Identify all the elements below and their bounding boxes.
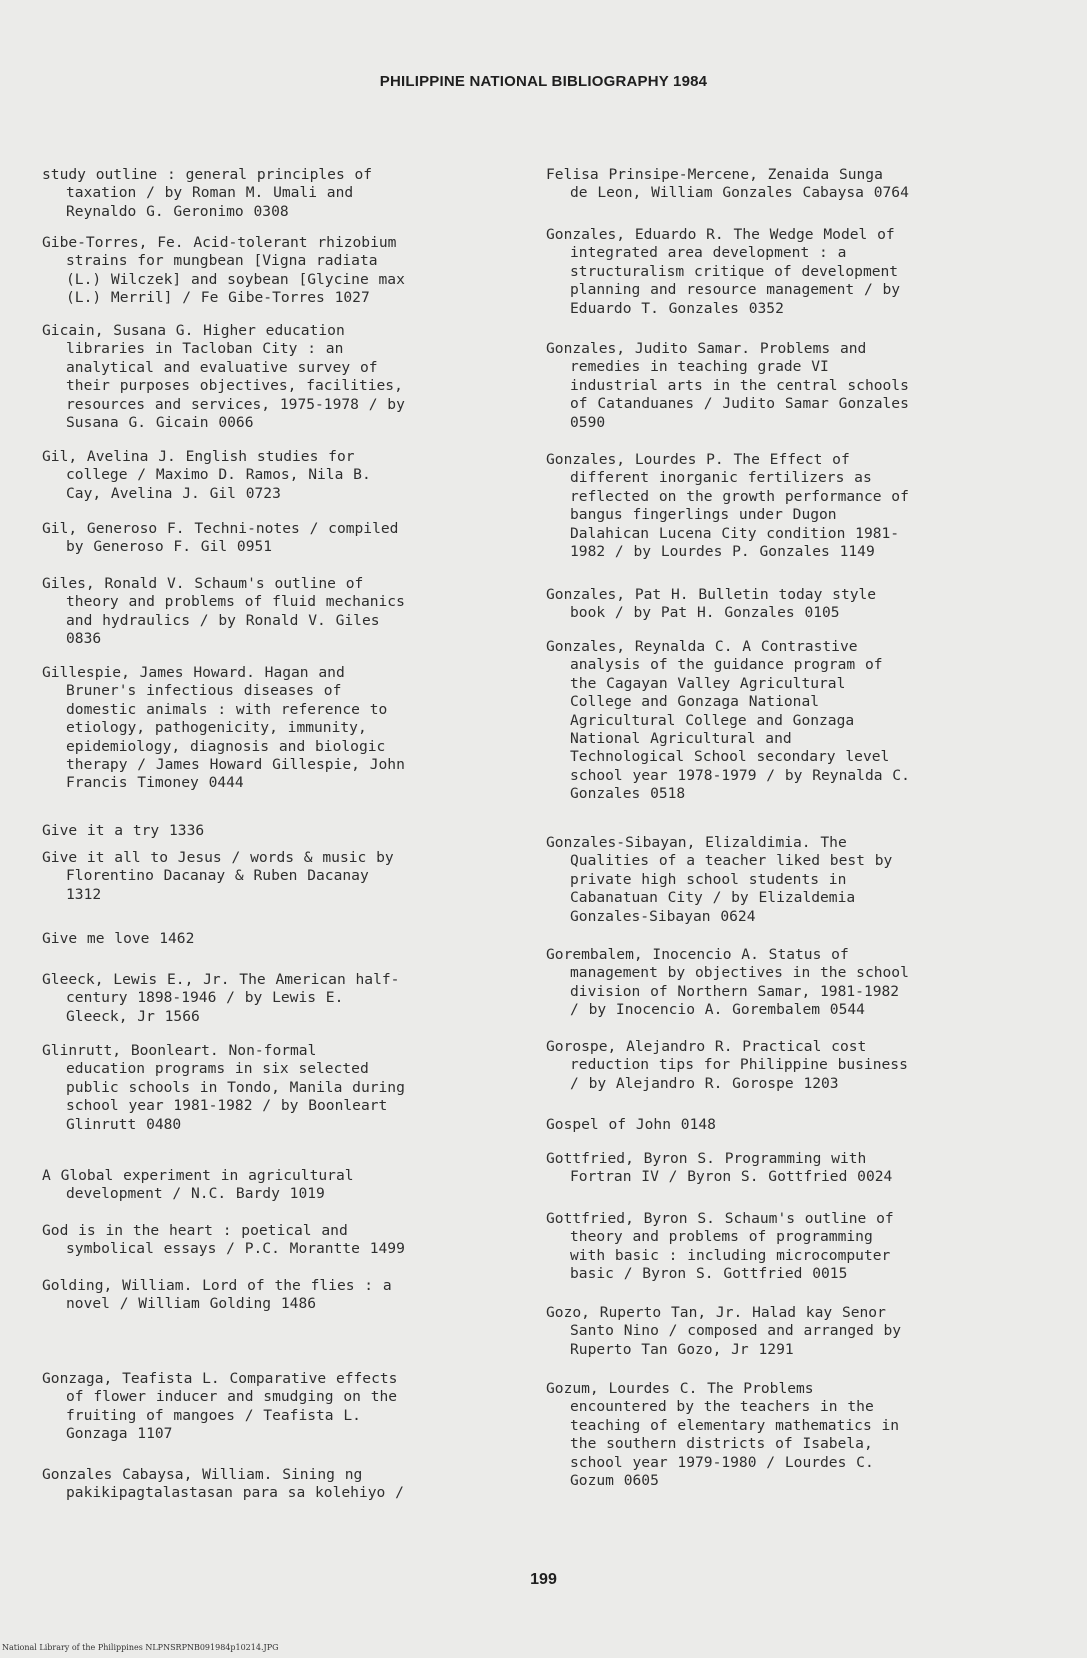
- bibliography-entry: Gonzaga, Teafista L. Comparative effects of flower inducer and smudging on the fruiting of mangoes / Teafista L. Gonzaga 1107: [42, 1370, 398, 1443]
- bibliography-entry: Gil, Generoso F. Techni-notes / compiled by Generoso F. Gil 0951: [42, 520, 399, 556]
- bibliography-entry: Gonzales, Judito Samar. Problems and remedies in teaching grade VI industrial arts in the central schools of Catanduanes / Judito Samar Gonzales 0590: [546, 340, 909, 431]
- bibliography-entry: Gonzales, Reynalda C. A Contrastive analysis of the guidance program of the Cagayan Valley Agricultural College and Gonzaga National Agricultural College and Gonzaga National Agricultural and Technological School secondary level school year 1978-1979 / by Reynalda C. Gonzales 0518: [546, 638, 910, 803]
- bibliography-entry: Give it a try 1336: [42, 822, 205, 839]
- bibliography-entry: Gonzales Cabaysa, William. Sining ng pakikipagtalastasan para sa kolehiyo /: [42, 1466, 404, 1502]
- bibliography-entry: Gottfried, Byron S. Schaum's outline of theory and problems of programming with basic : including microcomputer basic / Byron S. Gottfried 0015: [546, 1210, 894, 1283]
- bibliography-entry: Gibe-Torres, Fe. Acid-tolerant rhizobium strains for mungbean [Vigna radiata (L.) Wilczek] and soybean [Glycine max (L.) Merril] / Fe Gibe-Torres 1027: [42, 234, 405, 307]
- bibliography-entry: Give it all to Jesus / words & music by Florentino Dacanay & Ruben Dacanay 1312: [42, 849, 394, 903]
- bibliography-entry: Gospel of John 0148: [546, 1116, 716, 1133]
- bibliography-entry: Gleeck, Lewis E., Jr. The American half- century 1898-1946 / by Lewis E. Gleeck, Jr 1566: [42, 971, 400, 1025]
- bibliography-entry: Gozo, Ruperto Tan, Jr. Halad kay Senor Santo Nino / composed and arranged by Ruperto Tan Gozo, Jr 1291: [546, 1304, 902, 1358]
- bibliography-entry: Gillespie, James Howard. Hagan and Bruner's infectious diseases of domestic animals : with reference to etiology, pathogenicity, immunity, epidemiology, diagnosis and biologic therapy / James Howard Gillespie, John Francis Timoney 0444: [42, 664, 405, 792]
- bibliography-entry: Gottfried, Byron S. Programming with Fortran IV / Byron S. Gottfried 0024: [546, 1150, 893, 1186]
- bibliography-entry: Felisa Prinsipe-Mercene, Zenaida Sunga de Leon, William Gonzales Cabaysa 0764: [546, 166, 909, 202]
- bibliography-entry: Gonzales-Sibayan, Elizaldimia. The Qualities of a teacher liked best by private high school students in Cabanatuan City / by Elizaldemia Gonzales-Sibayan 0624: [546, 834, 893, 925]
- page-number: 199: [530, 1571, 557, 1588]
- bibliography-entry: Gonzales, Eduardo R. The Wedge Model of integrated area development : a structuralism critique of development planning and resource management / by Eduardo T. Gonzales 0352: [546, 226, 901, 317]
- bibliography-entry: Giles, Ronald V. Schaum's outline of theory and problems of fluid mechanics and hydraulics / by Ronald V. Giles 0836: [42, 575, 405, 648]
- bibliography-entry: study outline : general principles of taxation / by Roman M. Umali and Reynaldo G. Geronimo 0308: [42, 166, 373, 220]
- bibliography-entry: Give me love 1462: [42, 930, 195, 947]
- bibliography-entry: Gicain, Susana G. Higher education libraries in Tacloban City : an analytical and evaluative survey of their purposes objectives, facilities, resources and services, 1975-1978 / by Susana G. Gicain 0066: [42, 322, 405, 432]
- bibliography-entry: Gonzales, Lourdes P. The Effect of different inorganic fertilizers as reflected on the growth performance of bangus fingerlings under Dugon Dalahican Lucena City condition 1981- 1982 / by Lourdes P. Gonzales 1149: [546, 451, 909, 561]
- bibliography-entry: Gorospe, Alejandro R. Practical cost reduction tips for Philippine business / by Alejandro R. Gorospe 1203: [546, 1038, 908, 1092]
- bibliography-entry: Gozum, Lourdes C. The Problems encountered by the teachers in the teaching of elementary mathematics in the southern districts of Isabela, school year 1979-1980 / Lourdes C. Gozum 0605: [546, 1380, 900, 1490]
- page-header: PHILIPPINE NATIONAL BIBLIOGRAPHY 1984: [379, 73, 708, 90]
- bibliography-entry: Gonzales, Pat H. Bulletin today style book / by Pat H. Gonzales 0105: [546, 586, 877, 622]
- bibliography-entry: God is in the heart : poetical and symbolical essays / P.C. Morantte 1499: [42, 1222, 405, 1258]
- scan-source-note: National Library of the Philippines NLPNSRPNB091984p10214.JPG: [2, 1643, 279, 1652]
- bibliography-entry: Glinrutt, Boonleart. Non-formal education programs in six selected public schools in Tondo, Manila during school year 1981-1982 / by Boonleart Glinrutt 0480: [42, 1042, 405, 1133]
- bibliography-entry: Golding, William. Lord of the flies : a novel / William Golding 1486: [42, 1277, 392, 1313]
- bibliography-entry: A Global experiment in agricultural development / N.C. Bardy 1019: [42, 1167, 354, 1203]
- bibliography-entry: Gorembalem, Inocencio A. Status of management by objectives in the school division of Northern Samar, 1981-1982 / by Inocencio A. Gorembalem 0544: [546, 946, 909, 1019]
- bibliography-entry: Gil, Avelina J. English studies for college / Maximo D. Ramos, Nila B. Cay, Avelina J. Gil 0723: [42, 448, 371, 502]
